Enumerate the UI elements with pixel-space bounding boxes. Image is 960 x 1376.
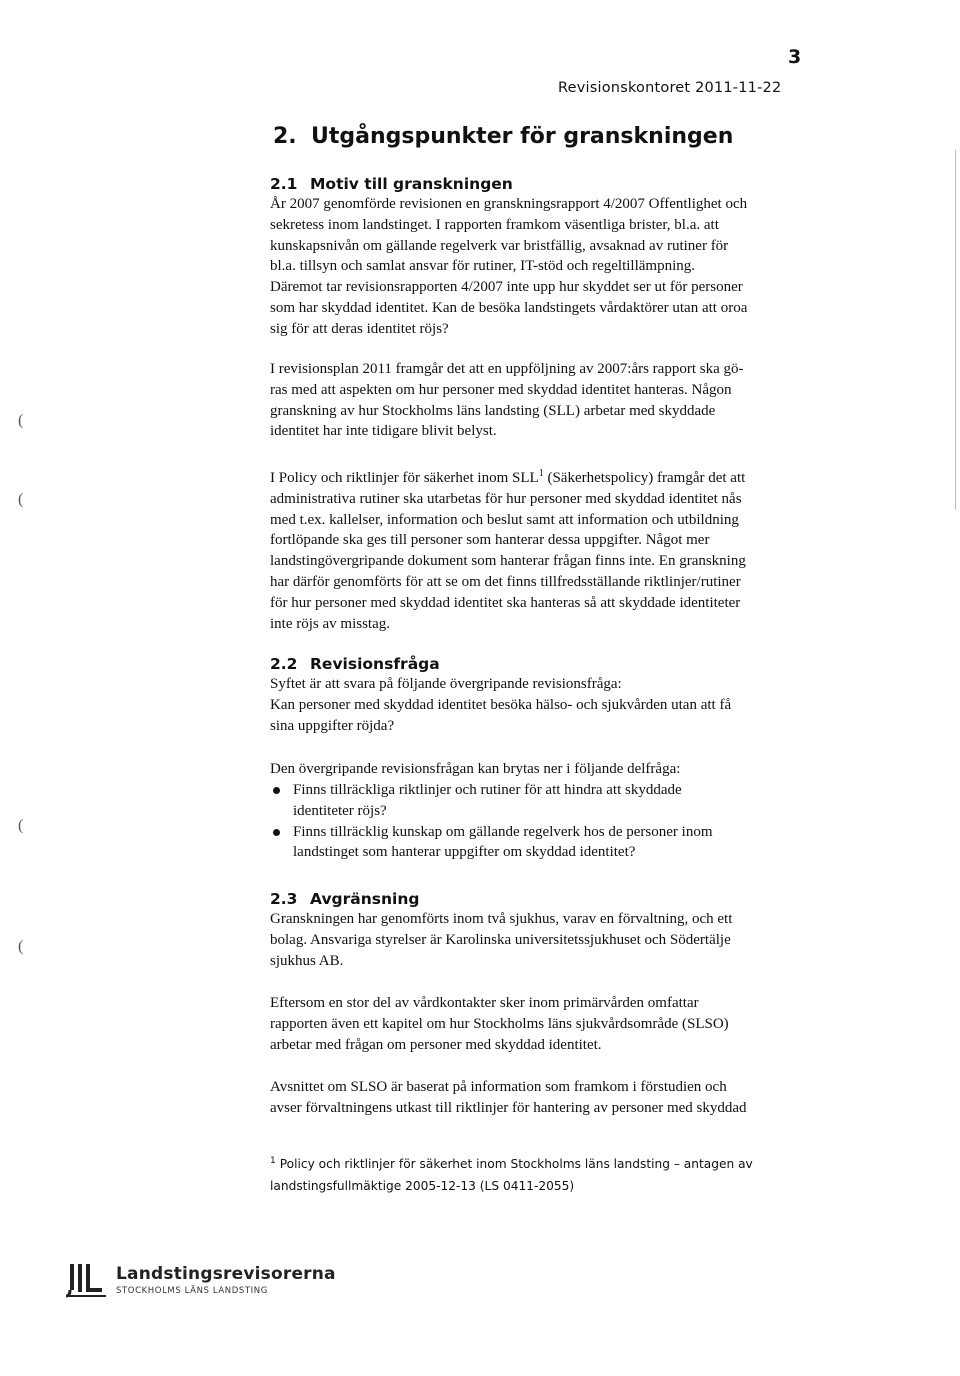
paragraph-delfraga <box>270 759 850 780</box>
text-line: sina uppgifter röjda? <box>270 717 395 734</box>
paragraph-slso <box>270 1077 850 1119</box>
scan-edge-line <box>955 150 956 510</box>
footnote <box>270 1150 830 1197</box>
footnote-marker: 1 <box>270 1156 276 1166</box>
paragraph-revisionsplan <box>270 359 850 442</box>
paragraph-policy <box>270 464 850 634</box>
logo-mark-icon <box>66 1262 106 1300</box>
text-line: Den övergripande revisionsfrågan kan brytas ner i följande delfråga: <box>270 761 681 777</box>
subsection-title: Revisionsfråga <box>310 655 440 673</box>
text-line: avser förvaltningens utkast till riktlinjer för hantering av personer med skyddad <box>270 1099 747 1116</box>
subsection-2-1 <box>270 174 850 340</box>
footnote-text: landstingsfullmäktige 2005-12-13 (LS 0411-2055) <box>270 1179 575 1194</box>
margin-bracket-icon: ( <box>18 412 24 429</box>
section-heading <box>273 124 733 149</box>
text-line: bl.a. tillsyn och samlat ansvar för rutiner, IT-stöd och regeltillämpning. <box>270 258 695 275</box>
logo-subtitle: STOCKHOLMS LÄNS LANDSTING <box>116 1286 268 1296</box>
subsection-2-2 <box>270 654 850 736</box>
text-line: År 2007 genomförde revisionen en granskningsrapport 4/2007 Offentlighet och <box>270 196 748 212</box>
text-line: Däremot tar revisionsrapporten 4/2007 inte upp hur skyddet ser ut för personer <box>270 279 743 296</box>
section-title: Utgångspunkter för granskningen <box>311 124 734 149</box>
text-line: har därför genomförts för att se om det finns tillfredsställande riktlinjer/rutiner <box>270 573 741 590</box>
list-item <box>270 780 850 822</box>
bullet-list <box>270 780 850 863</box>
bullet-dot <box>273 829 280 836</box>
text-line: Eftersom en stor del av vårdkontakter sker inom primärvården omfattar <box>270 995 699 1011</box>
text-line: Kan personer med skyddad identitet besöka hälso- och sjukvården utan att få <box>270 696 732 713</box>
text-line: landstinget som hanterar uppgifter om skyddad identitet? <box>293 844 636 861</box>
text-line: granskning av hur Stockholms läns landsting (SLL) arbetar med skyddade <box>270 402 716 419</box>
text-line: Finns tillräcklig kunskap om gällande regelverk hos de personer inom <box>293 823 713 840</box>
paragraph <box>270 674 850 736</box>
subsection-number: 2.2 <box>270 655 298 673</box>
text-line: landstingövergripande dokument som hanterar frågan finns inte. En granskning <box>270 553 746 570</box>
text-line: sekretess inom landstinget. I rapporten framkom väsentliga brister, bl.a. att <box>270 216 719 233</box>
text-line: fortlöpande ska ges till personer som hanterar dessa uppgifter. Något mer <box>270 532 710 549</box>
text-line: Syftet är att svara på följande övergripande revisionsfråga: <box>270 676 622 692</box>
subsection-2-3 <box>270 889 850 971</box>
footnote-reference: 1 <box>538 468 544 479</box>
paragraph <box>270 194 850 340</box>
subsection-title: Avgränsning <box>310 890 420 908</box>
paragraph-primarvard <box>270 993 850 1055</box>
landstingsrevisorerna-logo <box>66 1262 366 1302</box>
text-line: I Policy och riktlinjer för säkerhet inom SLL$^1$ (Säkerhetspolicy) framgår det att <box>270 468 746 486</box>
subsection-number: 2.1 <box>270 175 298 193</box>
margin-bracket-icon: ( <box>18 817 24 834</box>
paragraph <box>270 909 850 971</box>
text-line: Finns tillräckliga riktlinjer och rutiner för att hindra att skyddade <box>293 782 682 798</box>
text-line: med t.ex. kallelser, information och beslut samt att information och utbildning <box>270 511 739 528</box>
section-number: 2. <box>273 124 297 149</box>
logo-name: Landstingsrevisorerna <box>116 1264 336 1284</box>
list-item <box>270 822 850 864</box>
margin-bracket-icon: ( <box>18 938 24 955</box>
text-line: bolag. Ansvariga styrelser är Karolinska universitetssjukhuset och Södertälje <box>270 931 731 948</box>
text-line: arbetar med frågan om personer med skyddad identitet. <box>270 1036 602 1053</box>
subsection-heading <box>270 654 850 674</box>
margin-bracket-icon: ( <box>18 491 24 508</box>
text-line: identitet har inte tidigare blivit belyst. <box>270 423 497 440</box>
subsection-number: 2.3 <box>270 890 298 908</box>
text-line: som har skyddad identitet. Kan de besöka landstingets vårdaktörer utan att oroa <box>270 299 748 316</box>
text-line: sig för att deras identitet röjs? <box>270 320 449 337</box>
text-line: rapporten även ett kapitel om hur Stockholms läns sjukvårdsområde (SLSO) <box>270 1015 729 1032</box>
text-line: administrativa rutiner ska utarbetas för hur personer med skyddad identitet nås <box>270 490 742 507</box>
text-line: Granskningen har genomförts inom två sjukhus, varav en förvaltning, och ett <box>270 911 733 927</box>
text-line: kunskapsnivån om gällande regelverk var bristfällig, avsaknad av rutiner för <box>270 237 729 254</box>
subsection-heading <box>270 889 850 909</box>
text-line: identiteter röjs? <box>293 802 387 819</box>
text-line: I revisionsplan 2011 framgår det att en uppföljning av 2007:års rapport ska gö- <box>270 361 744 377</box>
page-header: Revisionskontoret 2011-11-22 <box>558 80 782 96</box>
text-line: Avsnittet om SLSO är baserat på information som framkom i förstudien och <box>270 1079 727 1095</box>
footnote-text: Policy och riktlinjer för säkerhet inom Stockholms läns landsting – antagen av <box>279 1157 753 1172</box>
subsection-heading <box>270 174 850 194</box>
subsection-title: Motiv till granskningen <box>310 175 513 193</box>
text-line: ras med att aspekten om hur personer med skyddad identitet hanteras. Någon <box>270 381 732 398</box>
text-line: inte röjs av misstag. <box>270 615 390 632</box>
text-line: för hur personer med skyddad identitet ska hanteras så att skyddade identiteter <box>270 594 741 611</box>
bullet-dot <box>273 787 280 794</box>
text-line: sjukhus AB. <box>270 952 344 969</box>
page-number: 3 <box>788 46 802 68</box>
